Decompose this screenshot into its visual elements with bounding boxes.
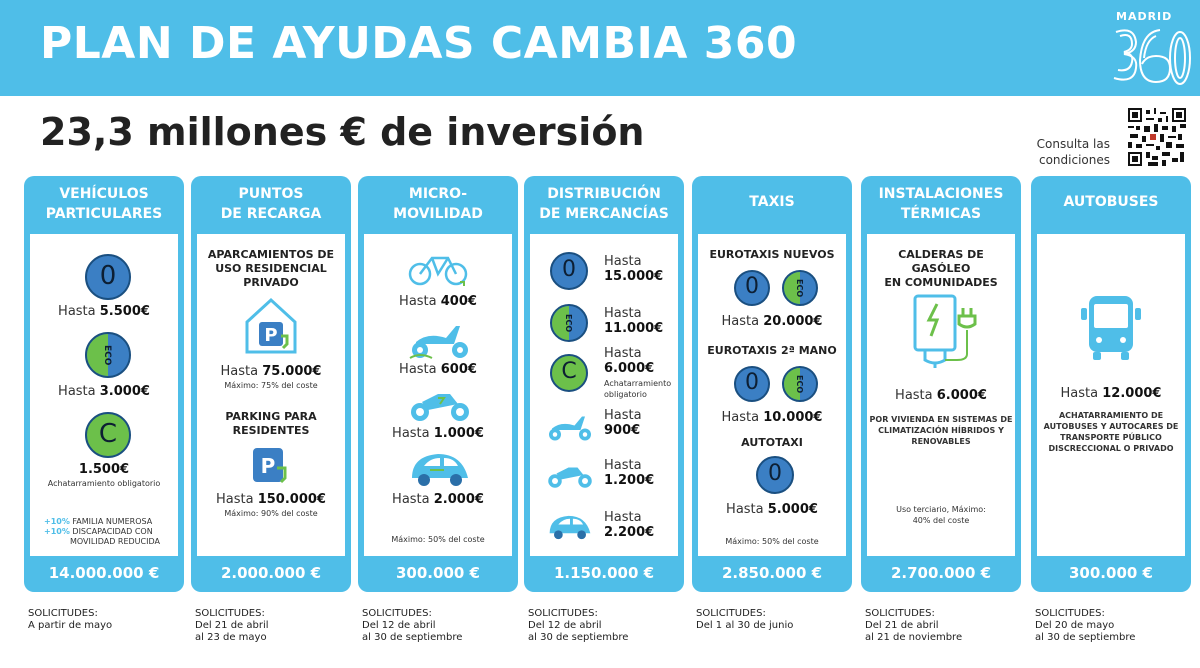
section-heading-line: PARKING PARA	[225, 410, 317, 423]
hasta-label: Hasta	[604, 510, 642, 525]
hasta-label: Hasta	[58, 304, 96, 319]
note-line: Uso terciario, Máximo:	[896, 505, 986, 514]
boiler-charging-icon	[911, 292, 981, 368]
amount-value: 75.000€	[262, 364, 322, 379]
card-title-line-1: PUNTOS	[238, 186, 304, 202]
card-title	[191, 184, 351, 232]
card-instalaciones-termicas	[861, 176, 1021, 592]
section-heading-line: PRIVADO	[243, 276, 299, 289]
description-line: AUTOBUSES Y AUTOCARES DE	[1043, 422, 1179, 431]
card-body	[364, 234, 512, 556]
card-title	[24, 184, 184, 232]
eco-badge-label: ECO	[795, 278, 804, 298]
amount-value: 20.000€	[763, 314, 823, 329]
card-total: 300.000 €	[1069, 564, 1153, 582]
c-badge: C	[85, 412, 131, 458]
hasta-label: Hasta	[604, 306, 642, 321]
solicitudes-taxis	[696, 608, 793, 632]
card-total: 300.000 €	[396, 564, 480, 582]
logo-360-graphic	[1112, 24, 1192, 94]
consulta-line-2: condiciones	[1038, 153, 1110, 167]
card-title-line-2: DE MERCANCÍAS	[539, 206, 669, 222]
amount-line	[867, 388, 1015, 403]
amount-line	[30, 462, 178, 477]
hasta-label: Hasta	[216, 492, 254, 507]
amount-value: 11.000€	[604, 321, 664, 336]
extra-pct: +10%	[44, 527, 70, 536]
amount-line	[364, 362, 512, 377]
card-autobuses	[1031, 176, 1191, 592]
amount-value: 10.000€	[763, 410, 823, 425]
amount-value: 12.000€	[1102, 386, 1162, 401]
zero-emissions-badge: 0	[734, 270, 770, 306]
amount-value: 2.200€	[604, 525, 655, 540]
amount-line	[1037, 386, 1185, 401]
hasta-label: Hasta	[604, 458, 642, 473]
extra-text: FAMILIA NUMEROSA	[72, 517, 153, 526]
solicitudes-date-2: al 23 de mayo	[195, 632, 267, 643]
card-title-line-1: VEHÍCULOS	[59, 186, 149, 202]
eco-badge	[550, 304, 588, 342]
qr-code[interactable]	[1128, 108, 1186, 166]
amount-value: 1.200€	[604, 473, 655, 488]
extra-pct: +10%	[44, 517, 70, 526]
solicitudes-label: SOLICITUDES:	[195, 608, 265, 619]
logo-text: MADRID	[1116, 10, 1173, 23]
amount-block	[604, 306, 663, 336]
amount-line	[364, 426, 512, 441]
max-coste-note: Máximo: 90% del coste	[224, 509, 318, 518]
achatarramiento-note: Achatarramiento obligatorio	[47, 479, 161, 488]
amount-value: 3.000€	[99, 384, 150, 399]
card-body	[867, 234, 1015, 556]
section-heading	[867, 248, 1015, 290]
solicitudes-termicas	[865, 608, 962, 644]
zero-emissions-badge: 0	[550, 252, 588, 290]
amount-value: 150.000€	[257, 492, 326, 507]
max-coste-note: Máximo: 50% del coste	[725, 537, 819, 546]
card-title-line-2: TÉRMICAS	[900, 206, 982, 222]
card-title	[358, 184, 518, 232]
amount-block	[604, 510, 654, 540]
amount-line	[698, 502, 846, 517]
amount-value: 900€	[604, 423, 641, 438]
amount-block	[604, 346, 654, 376]
residential-charging-icon	[243, 296, 299, 356]
card-body	[530, 234, 678, 556]
amount-value: 5.500€	[99, 304, 150, 319]
amount-value: 1.500€	[78, 462, 130, 477]
description-line: DISCRECCIONAL O PRIVADO	[1048, 444, 1174, 453]
note-line: Achatarramiento	[604, 379, 672, 388]
card-title	[861, 184, 1021, 232]
parking-letter: P	[264, 325, 278, 346]
amount-line	[30, 384, 178, 399]
amount-line	[197, 364, 345, 379]
amount-value: 6.000€	[936, 388, 987, 403]
eco-badge	[782, 366, 818, 402]
description-line: TRANSPORTE PÚBLICO	[1060, 433, 1162, 442]
motorcycle-icon	[546, 460, 594, 490]
microcar-icon	[408, 446, 472, 490]
card-title-line-2: PARTICULARES	[45, 206, 163, 222]
eco-badge-label: ECO	[795, 374, 804, 394]
card-title-line-1: DISTRIBUCIÓN	[547, 186, 661, 202]
hasta-label: Hasta	[399, 294, 437, 309]
solicitudes-label: SOLICITUDES:	[362, 608, 432, 619]
eco-badge-label: ECO	[102, 344, 112, 366]
hasta-label: Hasta	[721, 314, 760, 329]
solicitudes-recarga	[195, 608, 269, 644]
section-heading-line: CALDERAS DE GASÓLEO	[898, 248, 984, 275]
card-total: 14.000.000 €	[48, 564, 160, 582]
hasta-label: Hasta	[895, 388, 933, 403]
solicitudes-label: SOLICITUDES:	[1035, 608, 1105, 619]
eco-badge	[782, 270, 818, 306]
hasta-label: Hasta	[392, 492, 430, 507]
amount-value: 6.000€	[604, 361, 655, 376]
amount-value: 2.000€	[433, 492, 484, 507]
hasta-label: Hasta	[399, 362, 437, 377]
card-title: AUTOBUSES	[1063, 194, 1159, 210]
bus-icon	[1081, 294, 1141, 362]
card-body	[1037, 234, 1185, 556]
hasta-label: Hasta	[392, 426, 430, 441]
card-body	[30, 234, 178, 556]
hasta-label: Hasta	[726, 502, 764, 517]
amount-line	[364, 294, 512, 309]
max-coste-note: Máximo: 75% del coste	[224, 381, 318, 390]
card-title-line-2: MOVILIDAD	[393, 206, 483, 222]
eco-badge-label: ECO	[564, 313, 573, 333]
amount-line	[698, 410, 846, 425]
section-heading	[197, 248, 345, 290]
section-heading: AUTOTAXI	[741, 436, 803, 449]
amount-line	[197, 492, 345, 507]
solicitudes-date-2: al 30 de septiembre	[1035, 632, 1136, 643]
description-line: RENOVABLES	[911, 437, 971, 446]
description	[1037, 410, 1185, 454]
description-line: ACHATARRAMIENTO DE	[1058, 411, 1164, 420]
hasta-label: Hasta	[220, 364, 259, 379]
solicitudes-label: SOLICITUDES:	[865, 608, 935, 619]
solicitudes-date-2: al 21 de noviembre	[865, 632, 963, 643]
card-vehiculos-particulares	[24, 176, 184, 592]
solicitudes-date-1: Del 21 de abril	[195, 620, 269, 631]
terciario-note	[867, 504, 1015, 526]
solicitudes-label: SOLICITUDES:	[28, 608, 98, 619]
header-banner	[0, 0, 1200, 96]
extra-bonus-2-cont: MOVILIDAD REDUCIDA	[70, 537, 160, 546]
consulta-text	[1000, 136, 1110, 168]
page-title: PLAN DE AYUDAS CAMBIA 360	[40, 18, 798, 69]
card-body	[698, 234, 846, 556]
card-total: 2.850.000 €	[721, 564, 823, 582]
solicitudes-date-1: Del 12 de abril	[362, 620, 436, 631]
card-total: 2.000.000 €	[220, 564, 322, 582]
description-line: CLIMATIZACIÓN HÍBRIDOS Y	[878, 426, 1004, 435]
amount-line	[364, 492, 512, 507]
description	[867, 414, 1015, 447]
description-line: POR VIVIENDA EN SISTEMAS DE	[869, 415, 1013, 424]
solicitudes-label: SOLICITUDES:	[528, 608, 598, 619]
amount-line	[30, 304, 178, 319]
solicitudes-date-1: Del 1 al 30 de junio	[696, 620, 794, 631]
achatarramiento-note	[604, 378, 671, 400]
card-title: TAXIS	[749, 194, 795, 210]
parking-letter: P	[260, 454, 276, 478]
microcar-icon	[546, 510, 594, 542]
amount-value: 5.000€	[767, 502, 818, 517]
solicitudes-date-2: al 30 de septiembre	[528, 632, 629, 643]
section-heading-line: APARCAMIENTOS DE	[207, 248, 335, 261]
bicycle-icon	[408, 248, 468, 288]
scooter-icon	[546, 412, 594, 442]
madrid-360-logo	[1112, 8, 1192, 94]
hasta-label: Hasta	[604, 346, 642, 361]
solicitudes-mercancias	[528, 608, 628, 644]
solicitudes-date-1: A partir de mayo	[28, 620, 113, 631]
parking-charging-icon	[253, 448, 289, 484]
hasta-label: Hasta	[604, 408, 642, 423]
card-body	[197, 234, 345, 556]
section-heading: EUROTAXIS NUEVOS	[709, 248, 835, 261]
scooter-icon	[408, 320, 472, 360]
card-total: 1.150.000 €	[553, 564, 655, 582]
card-total: 2.700.000 €	[890, 564, 992, 582]
note-line: obligatorio	[604, 390, 647, 399]
note-line: 40% del coste	[912, 516, 970, 525]
amount-value: 600€	[440, 362, 477, 377]
card-distribucion-mercancias	[524, 176, 684, 592]
solicitudes-autobuses	[1035, 608, 1135, 644]
solicitudes-vehiculos	[28, 608, 112, 632]
card-taxis	[692, 176, 852, 592]
card-title-line-1: INSTALACIONES	[878, 186, 1004, 202]
consulta-line-1: Consulta las	[1036, 137, 1110, 151]
zero-emissions-badge: 0	[85, 254, 131, 300]
card-micro-movilidad	[358, 176, 518, 592]
eco-badge	[85, 332, 131, 378]
section-heading	[197, 410, 345, 438]
card-title-line-1: MICRO-	[408, 186, 468, 202]
hasta-label: Hasta	[58, 384, 96, 399]
section-heading-line: USO RESIDENCIAL	[215, 262, 327, 275]
section-heading: EUROTAXIS 2ª MANO	[707, 344, 837, 357]
zero-emissions-badge: 0	[756, 456, 794, 494]
solicitudes-date-1: Del 12 de abril	[528, 620, 602, 631]
card-puntos-de-recarga	[191, 176, 351, 592]
solicitudes-date-1: Del 20 de mayo	[1035, 620, 1115, 631]
amount-value: 15.000€	[604, 269, 664, 284]
amount-value: 400€	[440, 294, 477, 309]
max-coste-note: Máximo: 50% del coste	[391, 535, 485, 544]
solicitudes-date-2: al 30 de septiembre	[362, 632, 463, 643]
c-badge: C	[550, 354, 588, 392]
investment-subtitle: 23,3 millones € de inversión	[40, 110, 645, 154]
solicitudes-label: SOLICITUDES:	[696, 608, 766, 619]
amount-block	[604, 408, 642, 438]
amount-value: 1.000€	[433, 426, 484, 441]
section-heading-line: RESIDENTES	[232, 424, 310, 437]
amount-line	[698, 314, 846, 329]
card-title	[524, 184, 684, 232]
extra-text: DISCAPACIDAD CON	[72, 527, 153, 536]
solicitudes-date-1: Del 21 de abril	[865, 620, 939, 631]
motorcycle-icon	[408, 384, 472, 424]
zero-emissions-badge: 0	[734, 366, 770, 402]
section-heading-line: EN COMUNIDADES	[884, 276, 998, 289]
hasta-label: Hasta	[604, 254, 642, 269]
hasta-label: Hasta	[721, 410, 760, 425]
hasta-label: Hasta	[1060, 386, 1099, 401]
card-title-line-2: DE RECARGA	[220, 206, 322, 222]
amount-block	[604, 254, 663, 284]
solicitudes-micromovilidad	[362, 608, 462, 644]
amount-block	[604, 458, 654, 488]
